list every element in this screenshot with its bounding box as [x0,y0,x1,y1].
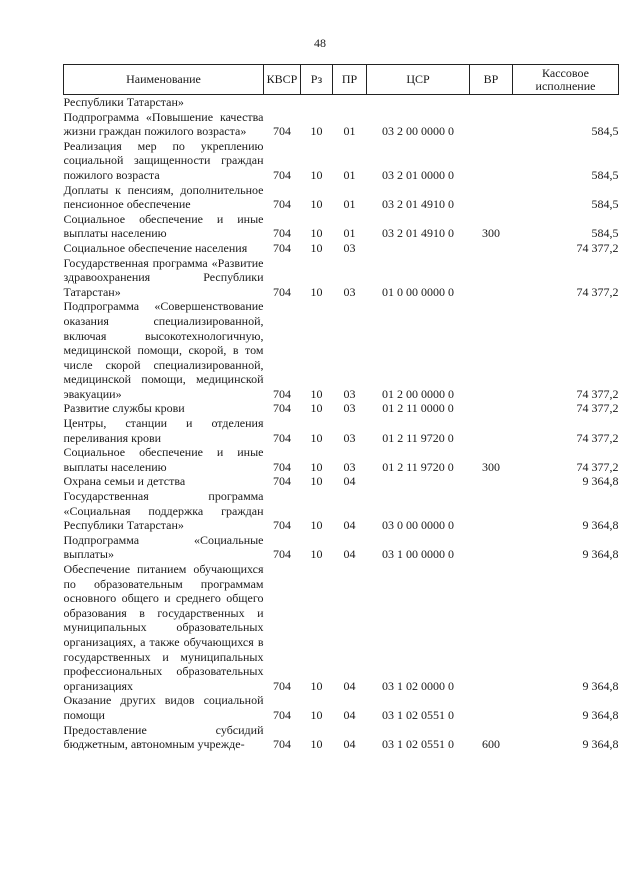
page-number: 48 [314,36,326,50]
cell-pr: 04 [343,737,356,752]
cell-pr: 04 [343,518,356,533]
cell-csr: 03 1 02 0551 0 [382,737,454,752]
table-row [64,241,619,256]
cell-rz: 10 [310,240,323,255]
table-row [64,723,619,752]
cell-amount: 74 377,2 [576,430,619,445]
cell-kvsr: 704 [273,386,291,401]
cell-vr [470,474,513,489]
table-row [64,110,619,139]
cell-amount: 9 364,8 [582,547,619,562]
cell-kvsr: 704 [273,737,291,752]
cell-vr [470,489,513,533]
cell-kvsr: 704 [273,459,291,474]
cell-vr [470,256,513,300]
cell-rz: 10 [310,401,323,416]
cell-csr: 03 2 01 0000 0 [382,167,454,182]
cell-pr: 03 [343,430,356,445]
cell-csr: 03 1 00 0000 0 [382,547,454,562]
cell-csr: 01 0 00 0000 0 [382,284,454,299]
cell-name: Государственная программа «Социальная поддержка граждан Республики Татарстан» [63,489,264,533]
cell-name: Подпрограмма «Социальные выплаты» [63,532,264,562]
cell-amount: 584,5 [591,167,619,182]
header-name: Наименование [64,65,264,95]
cell-rz [301,95,333,110]
cell-csr: 01 2 11 9720 0 [382,430,454,445]
table-header [64,65,619,95]
cell-pr: 01 [343,167,356,182]
cell-pr: 03 [343,240,356,255]
cell-name: Государственная программа «Развитие здравоохранения Республики Татарстан» [63,255,264,299]
cell-csr: 03 1 02 0000 0 [382,678,454,693]
cell-kvsr: 704 [273,167,291,182]
cell-rz: 10 [310,707,323,722]
cell-vr: 300 [482,459,500,474]
cell-csr: 03 2 01 4910 0 [382,197,454,212]
cell-amount: 584,5 [591,226,619,241]
cell-kvsr [264,95,301,110]
cell-rz: 10 [310,284,323,299]
cell-rz: 10 [310,547,323,562]
table-row [64,474,619,489]
cell-amount: 584,5 [591,197,619,212]
cell-csr [367,241,470,256]
cell-vr: 600 [482,737,500,752]
cell-name: Социальное обеспечение населения [63,240,248,255]
cell-kvsr: 704 [273,707,291,722]
cell-pr: 04 [343,678,356,693]
cell-vr [470,95,513,110]
cell-vr [470,139,513,183]
cell-kvsr: 704 [273,518,291,533]
cell-name: Центры, станции и отделения переливания крови [63,416,264,445]
cell-pr: 04 [343,707,356,722]
cell-rz: 10 [310,678,323,693]
cell-vr [470,401,513,416]
cell-amount: 9 364,8 [582,678,619,693]
cell-pr: 03 [343,386,356,401]
cell-name: Предоставление субсидий бюджетным, автономным учрежде- [63,722,264,752]
table-row [64,95,619,110]
cell-name: Социальное обеспечение и иные выплаты населению [63,211,264,241]
cell-rz: 10 [310,386,323,401]
cell-vr [470,183,513,212]
header-kass: Кассовое исполнение [513,65,619,95]
cell-name: Оказание других видов социальной помощи [63,693,264,722]
cell-pr: 03 [343,284,356,299]
table-row [64,693,619,722]
cell-csr: 03 0 00 0000 0 [382,518,454,533]
cell-csr: 03 2 01 4910 0 [382,226,454,241]
cell-pr: 03 [343,401,356,416]
cell-csr: 01 2 00 0000 0 [382,386,454,401]
table-row [64,562,619,693]
cell-pr: 01 [343,226,356,241]
cell-pr [333,95,367,110]
cell-amount: 584,5 [591,124,619,139]
cell-kvsr: 704 [273,547,291,562]
cell-csr: 01 2 11 9720 0 [382,459,454,474]
cell-amount: 74 377,2 [576,386,619,401]
cell-name: Социальное обеспечение и иные выплаты населению [63,445,264,474]
cell-name: Охрана семьи и детства [63,474,186,489]
cell-kvsr: 704 [273,284,291,299]
cell-vr [470,693,513,722]
cell-kvsr: 704 [273,197,291,212]
cell-rz: 10 [310,518,323,533]
cell-csr: 03 1 02 0551 0 [382,707,454,722]
cell-amount: 74 377,2 [576,284,619,299]
cell-rz: 10 [310,430,323,445]
cell-pr: 04 [343,474,356,489]
cell-name: Реализация мер по укреплению социальной защищенности граждан пожилого возраста [63,138,264,182]
cell-amount: 9 364,8 [582,474,619,489]
cell-name: Республики Татарстан» [63,95,184,109]
cell-vr [470,299,513,401]
table-row [64,401,619,416]
cell-kvsr: 704 [273,124,291,139]
cell-pr: 01 [343,124,356,139]
table-row [64,299,619,401]
cell-name: Обеспечение питанием обучающихся по образовательным программам основного общего и среднего общего образования в государственных и муниципальных образовательных организациях, а также обучающихся в государственных и муниципальных профессиональных образовательных организациях [63,562,264,693]
cell-name: Подпрограмма «Совершенствование оказания специализированной, включая высокотехнологичную, медицинской помощи, скорой, в том числе скорой специализированной, медицинской помощи, медицинской эвакуации» [63,299,264,401]
cell-amount: 9 364,8 [582,737,619,752]
table-row [64,183,619,212]
cell-amount: 74 377,2 [576,459,619,474]
cell-vr: 300 [482,226,500,241]
cell-kvsr: 704 [273,474,291,489]
cell-csr: 03 2 00 0000 0 [382,124,454,139]
table-row [64,139,619,183]
cell-vr [470,416,513,445]
cell-csr [367,474,470,489]
cell-amount: 74 377,2 [576,240,619,255]
table-row [64,256,619,300]
table-row [64,416,619,445]
cell-vr [470,241,513,256]
table-row [64,489,619,533]
table-row [64,212,619,241]
cell-amount: 9 364,8 [582,707,619,722]
cell-csr [367,95,470,110]
cell-name: Доплаты к пенсиям, дополнительное пенсионное обеспечение [63,182,264,212]
cell-pr: 04 [343,547,356,562]
cell-vr [470,533,513,562]
cell-rz: 10 [310,737,323,752]
cell-pr: 01 [343,197,356,212]
cell-kvsr: 704 [273,401,291,416]
cell-rz: 10 [310,459,323,474]
header-rz: Рз [301,65,333,95]
header-kvsr: КВСР [264,65,301,95]
table-row [64,445,619,474]
cell-kvsr: 704 [273,240,291,255]
cell-vr [470,110,513,139]
cell-pr: 03 [343,459,356,474]
header-csr: ЦСР [367,65,470,95]
cell-amount: 9 364,8 [582,518,619,533]
cell-kvsr: 704 [273,678,291,693]
cell-amount: 74 377,2 [576,401,619,416]
cell-rz: 10 [310,474,323,489]
cell-rz: 10 [310,167,323,182]
header-vr: ВР [470,65,513,95]
cell-kvsr: 704 [273,226,291,241]
table-row [64,533,619,562]
cell-vr [470,562,513,693]
cell-amount [513,95,619,110]
cell-name: Развитие службы крови [63,401,185,416]
cell-rz: 10 [310,226,323,241]
cell-csr: 01 2 11 0000 0 [382,401,454,416]
cell-name: Подпрограмма «Повышение качества жизни граждан пожилого возраста» [63,109,264,139]
header-pr: ПР [333,65,367,95]
cell-rz: 10 [310,124,323,139]
budget-table [63,64,619,752]
cell-rz: 10 [310,197,323,212]
cell-kvsr: 704 [273,430,291,445]
